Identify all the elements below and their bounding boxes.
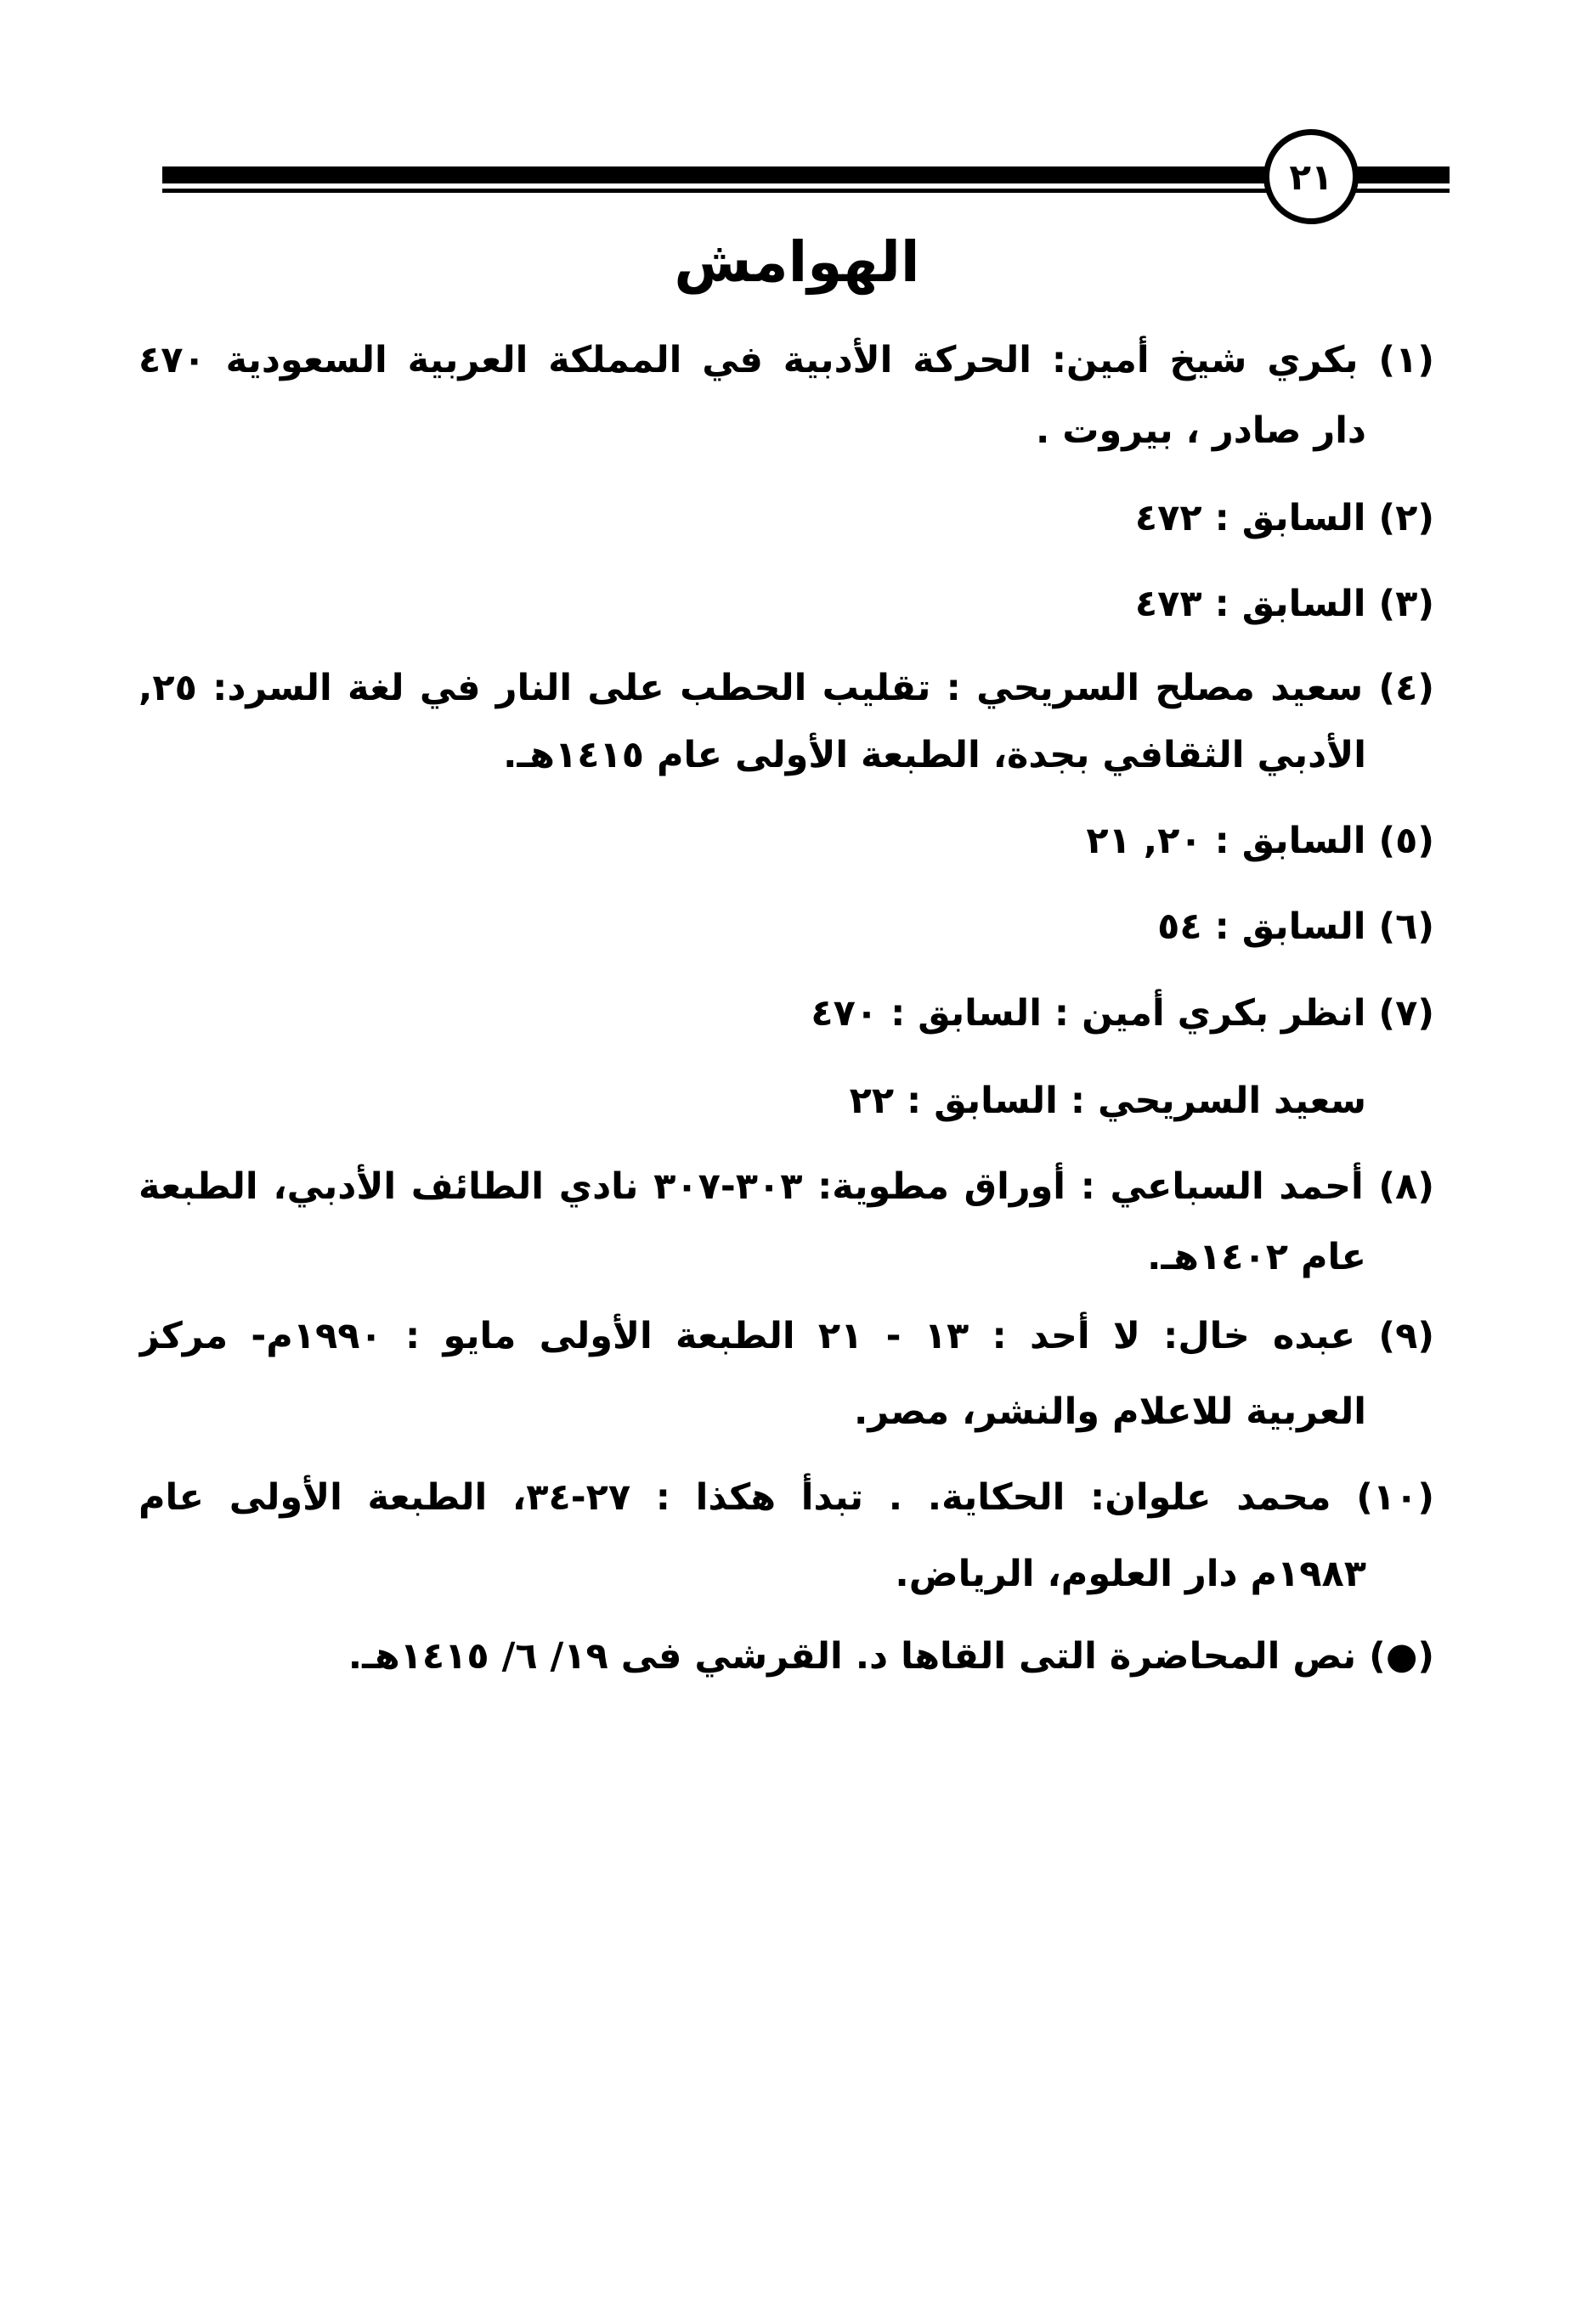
- page-number-badge: [1263, 129, 1359, 224]
- page-number: ٢١: [1289, 155, 1333, 198]
- footnote-4-line-2: الأدبي الثقافي بجدة، الطبعة الأولى عام ١٤١٥هـ.: [503, 734, 1366, 776]
- footnote-7-line-2: سعيد السريحي : السابق : ٢٢: [849, 1080, 1366, 1122]
- footnote-2: (٢) السابق : ٤٧٢: [1134, 497, 1434, 539]
- header-rule-thick: [162, 166, 1450, 183]
- footnote-9-line-2: العربية للاعلام والنشر، مصر.: [853, 1390, 1366, 1433]
- footnote-10-line-2: ١٩٨٣م دار العلوم، الرياض.: [895, 1553, 1366, 1595]
- footnote-8-line-1: (٨) أحمد السباعي : أوراق مطوية: ٣٠٣-٣٠٧ نادي الطائف الأدبي، الطبعة: [138, 1165, 1434, 1208]
- footnote-4-line-1: (٤) سعيد مصلح السريحي : تقليب الحطب على النار في لغة السرد: ٢٥,: [138, 667, 1434, 709]
- footnote-6: (٦) السابق : ٥٤: [1157, 905, 1434, 948]
- footnote-7-line-1: (٧) انظر بكري أمين : السابق : ٤٧٠: [811, 992, 1434, 1035]
- footnote-10-line-1: (١٠) محمد علوان: الحكاية. . تبدأ هكذا : ٢٧-٣٤، الطبعة الأولى عام: [138, 1476, 1434, 1519]
- page-title: الهوامش: [674, 229, 920, 295]
- footnote-9-line-1: (٩) عبده خال: لا أحد : ١٣ - ٢١ الطبعة الأولى مايو : ١٩٩٠م- مركز: [138, 1315, 1434, 1357]
- footnote-lecture-note: (●) نص المحاضرة التى القاها د. القرشي فى ١٩/ ٦/ ١٤١٥هـ.: [348, 1635, 1434, 1678]
- header-rule-thin: [162, 189, 1450, 193]
- footnote-1-line-1: (١) بكري شيخ أمين: الحركة الأدبية في المملكة العربية السعودية ٤٧٠: [138, 339, 1434, 381]
- footnote-1-line-2: دار صادر ، بيروت .: [1035, 409, 1366, 452]
- footnote-5: (٥) السابق : ٢٠, ٢١: [1086, 820, 1434, 862]
- footnote-8-line-2: عام ١٤٠٢هـ.: [1147, 1236, 1366, 1278]
- footnote-3: (٣) السابق : ٤٧٣: [1134, 583, 1434, 625]
